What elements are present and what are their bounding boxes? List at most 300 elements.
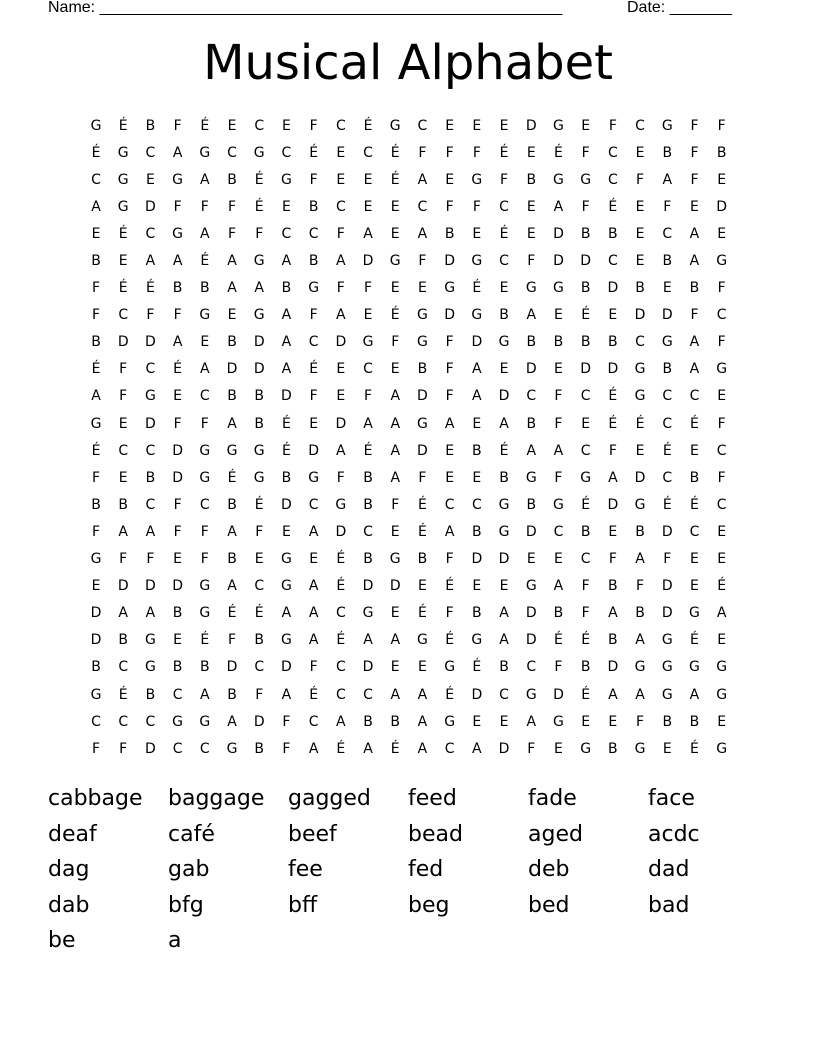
grid-letter[interactable]: G <box>280 578 292 595</box>
grid-letter[interactable]: B <box>91 496 101 513</box>
grid-letter[interactable]: C <box>662 469 673 486</box>
grid-letter[interactable]: É <box>118 280 128 297</box>
grid-letter[interactable]: C <box>444 496 455 513</box>
grid-letter[interactable]: A <box>227 415 237 432</box>
grid-letter[interactable]: G <box>471 307 483 324</box>
grid-letter[interactable]: E <box>445 117 455 134</box>
grid-letter[interactable]: C <box>308 496 319 513</box>
grid-letter[interactable]: E <box>554 361 563 378</box>
grid-letter[interactable]: A <box>472 388 482 405</box>
grid-letter[interactable]: A <box>281 307 292 324</box>
grid-letter[interactable]: G <box>716 686 728 703</box>
grid-letter[interactable]: B <box>91 659 101 676</box>
grid-letter[interactable]: E <box>336 171 346 188</box>
grid-letter[interactable]: E <box>608 523 618 540</box>
grid-letter[interactable]: F <box>146 551 155 568</box>
grid-letter[interactable]: D <box>553 253 564 270</box>
grid-letter[interactable]: F <box>690 307 699 324</box>
grid-letter[interactable]: D <box>145 740 156 757</box>
grid-letter[interactable]: B <box>200 280 210 297</box>
grid-letter[interactable]: E <box>281 198 291 215</box>
grid-letter[interactable]: D <box>607 361 619 378</box>
grid-letter[interactable]: G <box>634 496 646 513</box>
grid-letter[interactable]: E <box>390 225 400 242</box>
grid-letter[interactable]: D <box>661 578 673 595</box>
grid-letter[interactable]: C <box>662 225 673 242</box>
grid-letter[interactable]: F <box>227 225 237 242</box>
grid-letter[interactable]: É <box>145 280 155 297</box>
grid-letter[interactable]: G <box>553 496 564 513</box>
grid-letter[interactable]: É <box>662 442 672 459</box>
grid-letter[interactable]: E <box>635 253 645 270</box>
grid-letter[interactable]: E <box>526 551 536 568</box>
grid-letter[interactable]: A <box>363 225 373 242</box>
grid-letter[interactable]: C <box>689 523 700 540</box>
grid-letter[interactable]: B <box>526 415 537 432</box>
grid-letter[interactable]: É <box>635 415 645 432</box>
grid-letter[interactable]: F <box>119 740 128 757</box>
grid-letter[interactable]: A <box>716 605 727 622</box>
grid-letter[interactable]: C <box>580 442 591 459</box>
grid-letter[interactable]: É <box>254 605 264 622</box>
grid-letter[interactable]: F <box>91 523 101 540</box>
grid-letter[interactable]: B <box>227 686 237 703</box>
grid-letter[interactable]: A <box>608 605 618 622</box>
grid-letter[interactable]: É <box>717 578 727 595</box>
grid-letter[interactable]: B <box>689 713 700 730</box>
grid-letter[interactable]: F <box>636 578 645 595</box>
grid-letter[interactable]: É <box>499 442 509 459</box>
grid-letter[interactable]: E <box>635 225 645 242</box>
grid-letter[interactable]: E <box>690 551 699 568</box>
grid-letter[interactable]: F <box>445 605 454 622</box>
grid-letter[interactable]: F <box>146 307 155 324</box>
grid-letter[interactable]: C <box>199 388 210 405</box>
grid-letter[interactable]: E <box>118 415 128 432</box>
grid-letter[interactable]: B <box>499 469 509 486</box>
grid-letter[interactable]: É <box>690 496 699 513</box>
grid-letter[interactable]: G <box>716 659 728 676</box>
grid-letter[interactable]: E <box>717 713 727 730</box>
grid-letter[interactable]: F <box>91 307 101 324</box>
grid-letter[interactable]: E <box>554 740 563 757</box>
grid-letter[interactable]: G <box>280 171 292 188</box>
grid-letter[interactable]: É <box>336 578 346 595</box>
grid-letter[interactable]: C <box>635 117 645 134</box>
grid-letter[interactable]: D <box>607 496 619 513</box>
grid-letter[interactable]: A <box>689 334 700 351</box>
grid-letter[interactable]: G <box>226 740 238 757</box>
grid-letter[interactable]: E <box>717 632 727 649</box>
grid-letter[interactable]: G <box>553 117 564 134</box>
grid-letter[interactable]: B <box>91 253 101 270</box>
grid-letter[interactable]: F <box>418 144 427 161</box>
grid-letter[interactable]: E <box>254 551 264 568</box>
grid-letter[interactable]: A <box>689 225 700 242</box>
grid-letter[interactable]: G <box>362 605 374 622</box>
grid-letter[interactable]: C <box>281 225 292 242</box>
grid-letter[interactable]: A <box>363 632 373 649</box>
grid-letter[interactable]: E <box>281 523 291 540</box>
grid-letter[interactable]: A <box>281 361 292 378</box>
grid-letter[interactable]: F <box>200 551 209 568</box>
grid-letter[interactable]: E <box>418 659 427 676</box>
grid-letter[interactable]: A <box>390 388 401 405</box>
grid-letter[interactable]: D <box>525 523 537 540</box>
grid-letter[interactable]: D <box>253 334 265 351</box>
grid-letter[interactable]: C <box>716 496 727 513</box>
grid-letter[interactable]: F <box>91 280 101 297</box>
grid-letter[interactable]: D <box>634 469 646 486</box>
grid-letter[interactable]: A <box>363 415 373 432</box>
grid-letter[interactable]: E <box>390 659 400 676</box>
grid-letter[interactable]: F <box>309 659 318 676</box>
grid-letter[interactable]: E <box>91 578 101 595</box>
grid-letter[interactable]: C <box>526 388 537 405</box>
grid-letter[interactable]: B <box>608 632 618 649</box>
grid-letter[interactable]: É <box>200 253 210 270</box>
grid-letter[interactable]: B <box>608 740 618 757</box>
grid-letter[interactable]: D <box>335 523 347 540</box>
grid-letter[interactable]: B <box>227 496 237 513</box>
grid-letter[interactable]: G <box>280 551 292 568</box>
grid-letter[interactable]: É <box>281 415 291 432</box>
grid-letter[interactable]: G <box>417 415 428 432</box>
grid-letter[interactable]: F <box>309 171 318 188</box>
grid-letter[interactable]: B <box>200 659 210 676</box>
grid-letter[interactable]: E <box>581 713 591 730</box>
grid-letter[interactable]: E <box>499 578 509 595</box>
grid-letter[interactable]: B <box>580 659 591 676</box>
grid-letter[interactable]: É <box>309 144 319 161</box>
grid-letter[interactable]: E <box>526 225 536 242</box>
grid-letter[interactable]: D <box>498 740 510 757</box>
grid-letter[interactable]: B <box>635 523 645 540</box>
grid-letter[interactable]: D <box>525 605 537 622</box>
grid-letter[interactable]: C <box>118 307 129 324</box>
grid-letter[interactable]: C <box>716 442 727 459</box>
grid-letter[interactable]: G <box>172 713 184 730</box>
grid-letter[interactable]: A <box>390 686 401 703</box>
grid-letter[interactable]: G <box>525 280 537 297</box>
grid-letter[interactable]: B <box>281 469 292 486</box>
grid-letter[interactable]: F <box>119 361 128 378</box>
grid-letter[interactable]: A <box>91 388 101 405</box>
grid-letter[interactable]: F <box>119 551 128 568</box>
grid-letter[interactable]: E <box>91 225 101 242</box>
grid-letter[interactable]: F <box>663 198 672 215</box>
grid-letter[interactable]: G <box>580 740 592 757</box>
grid-letter[interactable]: D <box>498 551 510 568</box>
grid-letter[interactable]: G <box>389 253 401 270</box>
grid-letter[interactable]: F <box>554 469 563 486</box>
grid-letter[interactable]: C <box>444 740 455 757</box>
grid-letter[interactable]: G <box>389 551 401 568</box>
grid-letter[interactable]: É <box>173 361 183 378</box>
grid-letter[interactable]: G <box>253 253 265 270</box>
grid-letter[interactable]: E <box>581 415 591 432</box>
grid-letter[interactable]: É <box>690 632 699 649</box>
grid-letter[interactable]: C <box>254 578 265 595</box>
grid-letter[interactable]: E <box>717 523 727 540</box>
grid-letter[interactable]: A <box>172 144 183 161</box>
grid-letter[interactable]: A <box>118 605 128 622</box>
grid-letter[interactable]: B <box>499 307 509 324</box>
grid-letter[interactable]: D <box>362 659 374 676</box>
grid-letter[interactable]: A <box>172 253 183 270</box>
grid-letter[interactable]: A <box>390 632 401 649</box>
grid-letter[interactable]: F <box>500 171 509 188</box>
grid-letter[interactable]: C <box>363 686 373 703</box>
grid-letter[interactable]: A <box>227 713 237 730</box>
grid-letter[interactable]: C <box>118 442 129 459</box>
grid-letter[interactable]: É <box>499 225 509 242</box>
grid-letter[interactable]: D <box>417 442 428 459</box>
grid-letter[interactable]: E <box>717 388 727 405</box>
grid-letter[interactable]: D <box>145 578 156 595</box>
grid-letter[interactable]: B <box>145 117 156 134</box>
grid-letter[interactable]: C <box>172 686 183 703</box>
grid-letter[interactable]: G <box>444 280 456 297</box>
grid-letter[interactable]: B <box>472 442 482 459</box>
grid-letter[interactable]: B <box>417 551 428 568</box>
grid-letter[interactable]: D <box>716 198 728 215</box>
grid-letter[interactable]: A <box>227 280 237 297</box>
grid-letter[interactable]: F <box>445 198 454 215</box>
grid-letter[interactable]: C <box>716 307 727 324</box>
grid-letter[interactable]: G <box>580 469 592 486</box>
grid-letter[interactable]: A <box>200 171 210 188</box>
grid-letter[interactable]: E <box>662 740 672 757</box>
grid-letter[interactable]: C <box>145 496 156 513</box>
grid-letter[interactable]: É <box>390 740 400 757</box>
grid-letter[interactable]: D <box>525 632 537 649</box>
grid-letter[interactable]: C <box>145 361 156 378</box>
grid-letter[interactable]: B <box>227 334 237 351</box>
grid-letter[interactable]: C <box>553 523 564 540</box>
grid-letter[interactable]: B <box>662 144 673 161</box>
grid-letter[interactable]: A <box>172 334 183 351</box>
grid-letter[interactable]: G <box>716 253 728 270</box>
grid-letter[interactable]: B <box>227 551 237 568</box>
grid-letter[interactable]: É <box>390 144 400 161</box>
grid-letter[interactable]: A <box>308 740 319 757</box>
grid-letter[interactable]: G <box>172 171 184 188</box>
grid-letter[interactable]: É <box>254 198 264 215</box>
grid-letter[interactable]: D <box>362 253 374 270</box>
grid-letter[interactable]: D <box>90 605 102 622</box>
grid-letter[interactable]: E <box>635 198 645 215</box>
grid-letter[interactable]: F <box>445 334 454 351</box>
grid-letter[interactable]: E <box>281 117 291 134</box>
grid-letter[interactable]: E <box>472 713 482 730</box>
grid-letter[interactable]: B <box>390 713 401 730</box>
grid-letter[interactable]: E <box>472 469 482 486</box>
grid-letter[interactable]: É <box>690 740 699 757</box>
grid-letter[interactable]: D <box>253 713 265 730</box>
grid-letter[interactable]: F <box>173 496 182 513</box>
grid-letter[interactable]: B <box>580 523 591 540</box>
grid-letter[interactable]: B <box>580 280 591 297</box>
grid-letter[interactable]: É <box>309 361 319 378</box>
grid-letter[interactable]: C <box>172 740 183 757</box>
grid-letter[interactable]: D <box>308 442 320 459</box>
grid-letter[interactable]: A <box>308 632 319 649</box>
grid-letter[interactable]: É <box>608 415 618 432</box>
grid-letter[interactable]: G <box>199 578 211 595</box>
grid-letter[interactable]: E <box>445 469 455 486</box>
grid-letter[interactable]: B <box>662 713 673 730</box>
grid-letter[interactable]: F <box>91 740 101 757</box>
grid-letter[interactable]: É <box>445 686 455 703</box>
grid-letter[interactable]: B <box>689 469 700 486</box>
grid-letter[interactable]: A <box>118 523 128 540</box>
grid-letter[interactable]: E <box>418 280 427 297</box>
grid-letter[interactable]: F <box>255 686 264 703</box>
grid-letter[interactable]: É <box>254 171 264 188</box>
grid-letter[interactable]: É <box>309 686 319 703</box>
grid-letter[interactable]: É <box>608 388 618 405</box>
grid-letter[interactable]: B <box>472 523 482 540</box>
grid-letter[interactable]: E <box>363 198 373 215</box>
grid-letter[interactable]: B <box>227 388 237 405</box>
grid-letter[interactable]: C <box>118 713 129 730</box>
grid-letter[interactable]: E <box>118 469 128 486</box>
grid-letter[interactable]: G <box>199 307 211 324</box>
grid-letter[interactable]: G <box>471 171 483 188</box>
grid-letter[interactable]: É <box>608 198 618 215</box>
grid-letter[interactable]: D <box>607 659 619 676</box>
grid-letter[interactable]: E <box>690 578 699 595</box>
grid-letter[interactable]: G <box>580 171 592 188</box>
grid-letter[interactable]: G <box>280 632 292 649</box>
grid-letter[interactable]: G <box>525 686 537 703</box>
grid-letter[interactable]: E <box>472 117 482 134</box>
grid-letter[interactable]: G <box>689 605 700 622</box>
grid-letter[interactable]: D <box>525 361 537 378</box>
grid-letter[interactable]: É <box>445 632 455 649</box>
grid-letter[interactable]: D <box>607 280 619 297</box>
grid-letter[interactable]: D <box>335 334 347 351</box>
grid-letter[interactable]: E <box>662 280 672 297</box>
grid-letter[interactable]: G <box>498 523 510 540</box>
grid-letter[interactable]: É <box>200 632 210 649</box>
grid-letter[interactable]: F <box>227 632 237 649</box>
grid-letter[interactable]: G <box>634 388 646 405</box>
grid-letter[interactable]: D <box>281 388 292 405</box>
grid-letter[interactable]: C <box>662 415 673 432</box>
grid-letter[interactable]: F <box>391 496 400 513</box>
grid-letter[interactable]: F <box>255 225 264 242</box>
grid-letter[interactable]: G <box>553 280 564 297</box>
grid-letter[interactable]: E <box>173 632 183 649</box>
grid-letter[interactable]: D <box>661 605 673 622</box>
grid-letter[interactable]: G <box>471 632 483 649</box>
grid-letter[interactable]: B <box>172 605 183 622</box>
grid-letter[interactable]: G <box>661 334 673 351</box>
grid-letter[interactable]: E <box>554 307 563 324</box>
grid-letter[interactable]: E <box>717 171 727 188</box>
grid-letter[interactable]: E <box>608 307 618 324</box>
grid-letter[interactable]: G <box>417 632 428 649</box>
grid-letter[interactable]: D <box>553 686 564 703</box>
grid-letter[interactable]: A <box>417 686 428 703</box>
grid-letter[interactable]: É <box>91 144 101 161</box>
grid-letter[interactable]: F <box>336 225 345 242</box>
grid-letter[interactable]: C <box>199 740 210 757</box>
grid-letter[interactable]: D <box>226 361 238 378</box>
grid-letter[interactable]: F <box>581 605 590 622</box>
grid-letter[interactable]: É <box>336 632 346 649</box>
grid-letter[interactable]: E <box>145 171 155 188</box>
grid-letter[interactable]: G <box>172 225 184 242</box>
grid-letter[interactable]: A <box>526 307 537 324</box>
grid-letter[interactable]: A <box>472 361 482 378</box>
grid-letter[interactable]: A <box>417 225 428 242</box>
grid-letter[interactable]: B <box>172 659 183 676</box>
grid-letter[interactable]: C <box>308 225 319 242</box>
grid-letter[interactable]: E <box>554 551 563 568</box>
grid-letter[interactable]: E <box>363 171 373 188</box>
grid-letter[interactable]: D <box>444 253 456 270</box>
grid-letter[interactable]: G <box>417 334 428 351</box>
grid-letter[interactable]: F <box>527 740 536 757</box>
grid-letter[interactable]: G <box>498 334 510 351</box>
grid-letter[interactable]: D <box>90 632 102 649</box>
grid-letter[interactable]: A <box>499 605 509 622</box>
grid-letter[interactable]: A <box>689 361 700 378</box>
grid-letter[interactable]: G <box>661 659 673 676</box>
grid-letter[interactable]: D <box>553 225 564 242</box>
grid-letter[interactable]: F <box>472 144 481 161</box>
grid-letter[interactable]: C <box>281 144 292 161</box>
grid-letter[interactable]: É <box>581 307 591 324</box>
grid-letter[interactable]: A <box>363 740 373 757</box>
grid-letter[interactable]: C <box>471 496 482 513</box>
grid-letter[interactable]: B <box>118 496 128 513</box>
grid-letter[interactable]: D <box>226 659 238 676</box>
grid-letter[interactable]: A <box>145 605 156 622</box>
grid-letter[interactable]: F <box>309 307 318 324</box>
grid-letter[interactable]: F <box>717 117 726 134</box>
grid-letter[interactable]: A <box>390 415 401 432</box>
grid-letter[interactable]: G <box>525 578 537 595</box>
grid-letter[interactable]: G <box>199 605 211 622</box>
grid-letter[interactable]: B <box>608 578 618 595</box>
grid-letter[interactable]: F <box>445 551 454 568</box>
grid-letter[interactable]: F <box>173 415 182 432</box>
grid-letter[interactable]: F <box>608 551 617 568</box>
grid-letter[interactable]: A <box>336 253 346 270</box>
grid-letter[interactable]: F <box>690 117 699 134</box>
grid-letter[interactable]: B <box>635 280 645 297</box>
grid-letter[interactable]: G <box>661 632 673 649</box>
grid-letter[interactable]: B <box>608 334 618 351</box>
grid-letter[interactable]: E <box>200 334 210 351</box>
grid-letter[interactable]: G <box>716 740 728 757</box>
grid-letter[interactable]: E <box>581 117 591 134</box>
grid-letter[interactable]: G <box>144 632 156 649</box>
grid-letter[interactable]: E <box>526 144 536 161</box>
grid-letter[interactable]: A <box>608 686 618 703</box>
grid-letter[interactable]: G <box>634 740 646 757</box>
grid-letter[interactable]: B <box>118 632 128 649</box>
grid-letter[interactable]: A <box>553 442 564 459</box>
grid-letter[interactable]: B <box>553 334 564 351</box>
grid-letter[interactable]: E <box>390 280 400 297</box>
grid-letter[interactable]: F <box>418 469 427 486</box>
grid-letter[interactable]: B <box>363 496 373 513</box>
